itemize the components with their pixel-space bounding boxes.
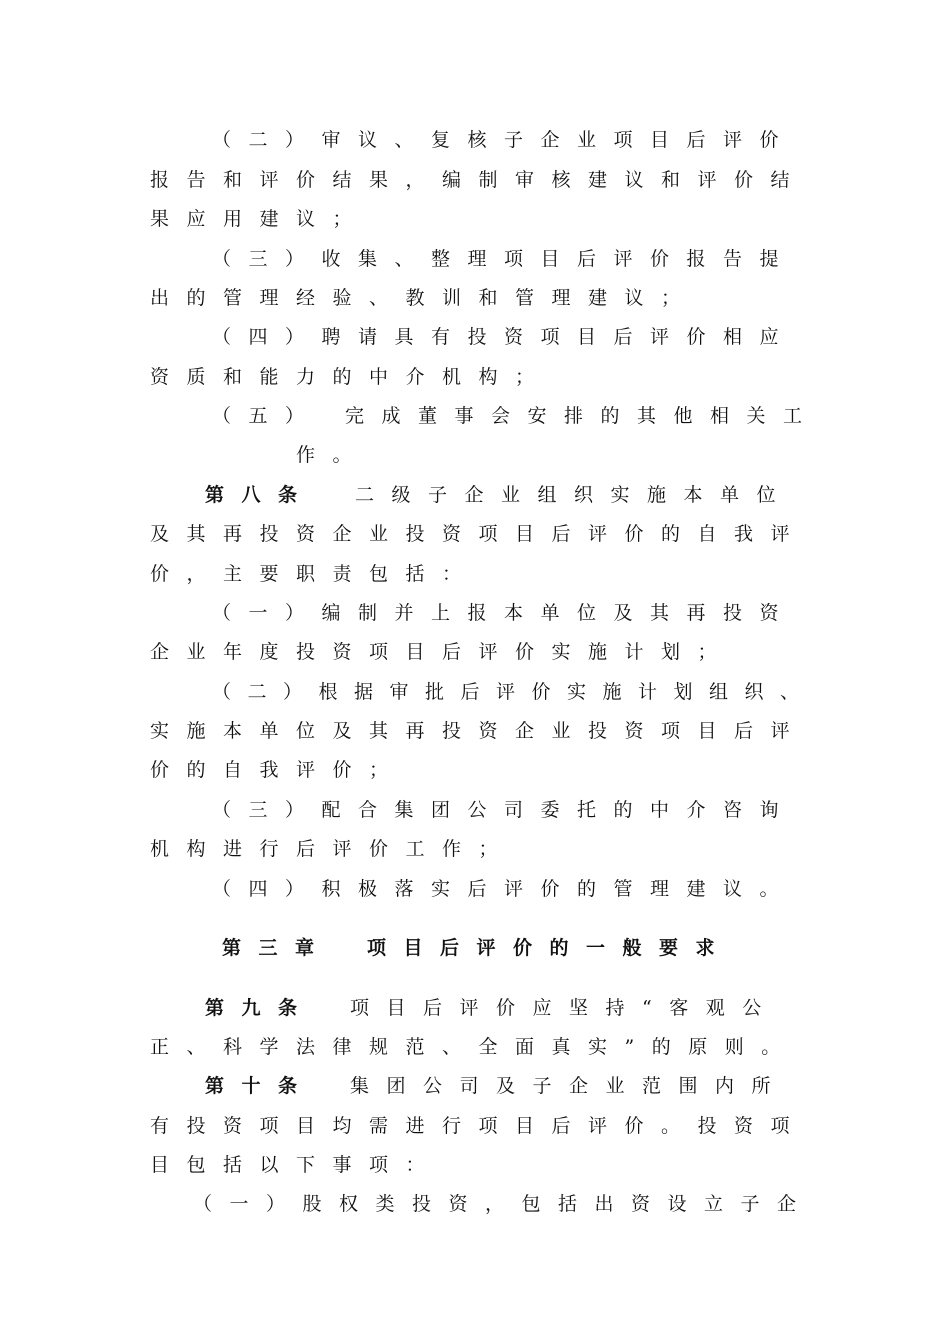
chapter-number: 第三章 (222, 937, 332, 959)
article-heading: 第十条 (205, 1075, 315, 1097)
text-line: 资质和能力的中介机构； (150, 366, 552, 388)
text-line: （三）收集、整理项目后评价报告提 (212, 248, 797, 270)
article-heading: 第八条 (205, 484, 315, 506)
article-heading: 第九条 (205, 997, 315, 1019)
text-line: （二）审议、复核子企业项目后评价 (212, 129, 797, 151)
text-line: 出的管理经验、教训和管理建议； (150, 287, 698, 309)
text-line: （四）积极落实后评价的管理建议。 (212, 878, 797, 900)
text-line: 价，主要职责包括： (150, 563, 479, 585)
text-line: （三）配合集团公司委托的中介咨询 (212, 799, 797, 821)
text-line: 实施本单位及其再投资企业投资项目后评 (150, 720, 808, 742)
text-line: 目包括以下事项： (150, 1154, 443, 1176)
text-line: 正、科学法律规范、全面真实”的原则。 (150, 1036, 798, 1058)
text-line: 及其再投资企业投资项目后评价的自我评 (150, 523, 808, 545)
text-line: 企业年度投资项目后评价实施计划； (150, 641, 735, 663)
text-line: 价的自我评价； (150, 759, 406, 781)
text-line: 二级子企业组织实施本单位 (355, 484, 794, 506)
text-line: （二）根据审批后评价实施计划组织、 (212, 681, 816, 703)
chapter-title: 项目后评价的一般要求 (367, 937, 733, 959)
text-line: 作。 (296, 444, 370, 466)
text-line: 机构进行后评价工作； (150, 838, 516, 860)
text-line: 项目后评价应坚持“客观公 (350, 997, 779, 1019)
text-line: （四）聘请具有投资项目后评价相应 (212, 326, 797, 348)
text-line: 报告和评价结果，编制审核建议和评价结 (150, 169, 808, 191)
text-line: 有投资项目均需进行项目后评价。投资项 (150, 1115, 808, 1137)
text-line: 果应用建议； (150, 208, 370, 230)
text-line: （一）编制并上报本单位及其再投资 (212, 602, 797, 624)
text-line: （五） 完成董事会安排的其他相关工 (212, 405, 820, 427)
text-line: （一）股权类投资，包括出资设立子企 (193, 1193, 814, 1215)
text-line: 集团公司及子企业范围内所 (350, 1075, 789, 1097)
